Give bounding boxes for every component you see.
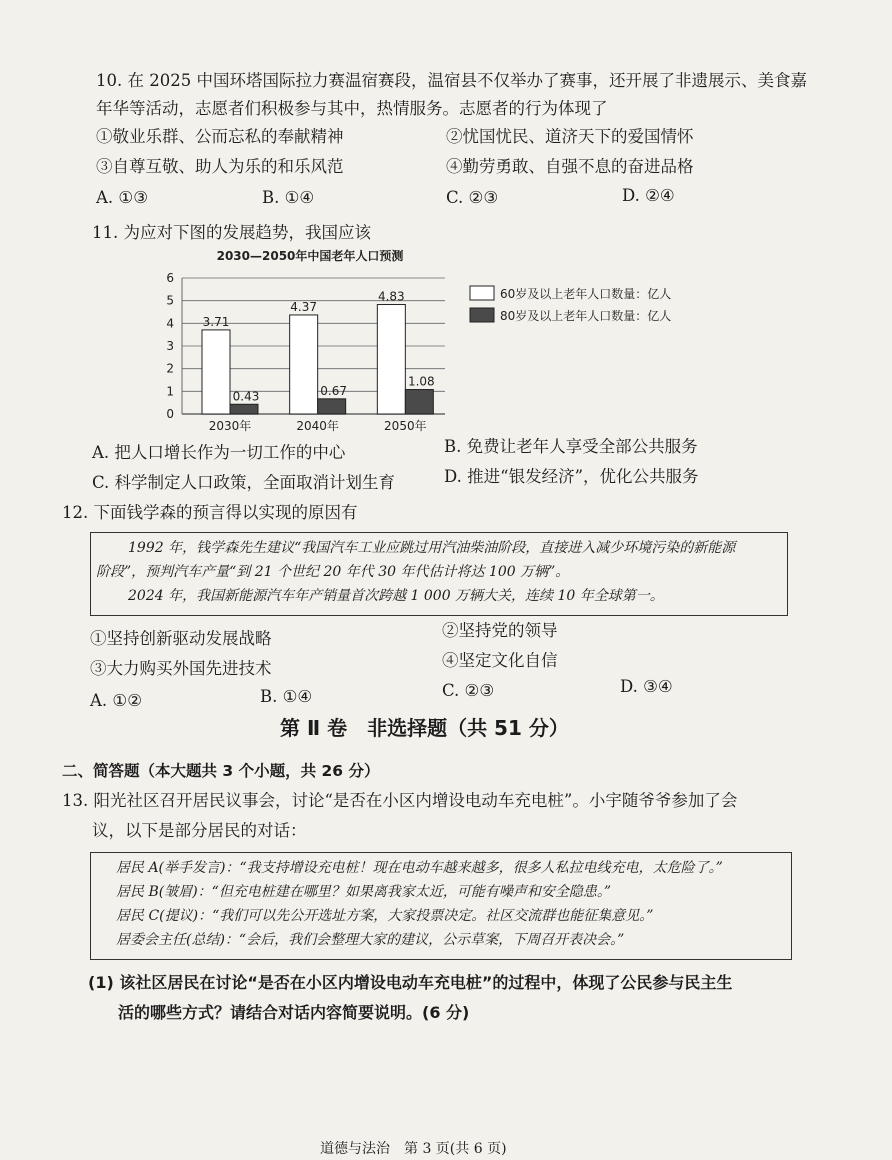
q13-subquestion-1-line1: (1) 该社区居民在讨论“是否在小区内增设电动车充电桩”的过程中，体现了公民参与民主生	[88, 973, 733, 992]
q11-option-c: C. 科学制定人口政策，全面取消计划生育	[92, 473, 396, 492]
q12-statement-4: ④坚定文化自信	[442, 651, 558, 670]
q12-statement-2: ②坚持党的领导	[442, 621, 558, 640]
bar-age60-3	[377, 305, 405, 414]
part2-title: 第 Ⅱ 卷 非选择题（共 51 分）	[280, 716, 569, 740]
x-tick-label: 2040年	[296, 419, 339, 433]
bar-age80-3	[405, 390, 433, 414]
q10-statement-2: ②忧国忧民、道济天下的爱国情怀	[446, 127, 694, 146]
y-tick-label: 1	[166, 384, 174, 399]
q12-material-line3: 2024 年，我国新能源汽车年产销量首次跨越 1 000 万辆大关，连续 10 年全球第一。	[128, 588, 664, 604]
bar-age60-2	[290, 315, 318, 414]
q12-material-line1: 1992 年，钱学森先生建议“我国汽车工业应跳过用汽油柴油阶段，直接进入减少环境污染的新能源	[128, 540, 736, 556]
q10-statement-1: ①敬业乐群、公而忘私的奉献精神	[96, 127, 344, 146]
legend-swatch	[470, 286, 494, 300]
bar-age60-1	[202, 330, 230, 414]
q10-statement-4: ④勤劳勇敢、自强不息的奋进品格	[446, 157, 694, 176]
q12-option-b: B. ①④	[260, 687, 313, 706]
section2-title: 二、简答题（本大题共 3 个小题，共 26 分）	[62, 762, 380, 780]
y-tick-label: 3	[166, 339, 174, 353]
value-label: 0.43	[232, 389, 260, 404]
value-label: 3.71	[202, 314, 230, 329]
q10-statement-3: ③自尊互敬、助人为乐的和乐风范	[96, 157, 344, 176]
value-label: 0.67	[320, 383, 348, 398]
x-tick-label: 2050年	[384, 419, 427, 433]
value-label: 4.83	[377, 289, 405, 304]
legend-label: 80岁及以上老年人口数量：亿人	[500, 309, 672, 323]
y-tick-label: 4	[166, 316, 174, 331]
chart-y-ticks	[166, 271, 174, 421]
page-footer: 道德与法治 第 3 页(共 6 页)	[320, 1141, 507, 1157]
q13-dialogue-c: 居民 C(提议)：“我们可以先公开选址方案，大家投票决定。社区交流群也能征集意见。”	[116, 908, 654, 924]
q12-option-d: D. ③④	[620, 677, 673, 696]
y-tick-label: 0	[166, 407, 174, 421]
q10-option-b: B. ①④	[262, 188, 315, 207]
y-tick-label: 2	[166, 361, 174, 376]
bar-age80-2	[318, 399, 346, 414]
q10-option-c: C. ②③	[446, 188, 499, 207]
q11-option-d: D. 推进“银发经济”，优化公共服务	[444, 467, 699, 486]
chart-title: 2030—2050年中国老年人口预测	[216, 249, 404, 263]
q10-stem-line1: 10. 在 2025 中国环塔国际拉力赛温宿赛段，温宿县不仅举办了赛事，还开展了非遗展示、美食嘉	[96, 71, 807, 90]
q10-option-d: D. ②④	[622, 186, 675, 205]
chart-legend	[470, 286, 671, 323]
chart-x-ticks	[209, 418, 427, 433]
x-tick-label: 2030年	[208, 419, 252, 433]
q13-stem-line1: 13. 阳光社区召开居民议事会，讨论“是否在小区内增设电动车充电桩”。小宇随爷爷参加了会	[62, 791, 738, 810]
q12-statement-3: ③大力购买外国先进技术	[90, 659, 272, 678]
legend-swatch	[470, 308, 494, 322]
population-chart	[150, 244, 710, 440]
q10-option-a: A. ①③	[96, 188, 148, 207]
q13-dialogue-d: 居委会主任(总结)：“会后，我们会整理大家的建议，公示草案，下周召开表决会。”	[116, 932, 625, 948]
q11-option-b: B. 免费让老年人享受全部公共服务	[444, 437, 698, 456]
q12-option-c: C. ②③	[442, 681, 495, 700]
legend-label: 60岁及以上老年人口数量：亿人	[500, 287, 672, 301]
value-label: 1.08	[407, 374, 435, 389]
q12-option-a: A. ①②	[90, 691, 142, 710]
q12-statement-1: ①坚持创新驱动发展战略	[90, 629, 272, 648]
q12-material-line2: 阶段”，预判汽车产量“到 21 个世纪 20 年代 30 年代估计将达 100 万辆”。	[96, 564, 570, 580]
q13-dialogue-a: 居民 A(举手发言)：“我支持增设充电桩！现在电动车越来越多，很多人私拉电线充电，太危险了。”	[116, 860, 723, 876]
q13-dialogue-b: 居民 B(皱眉)：“但充电桩建在哪里？如果离我家太近，可能有噪声和安全隐患。”	[116, 884, 611, 900]
value-label: 4.37	[290, 299, 318, 314]
q11-option-a: A. 把人口增长作为一切工作的中心	[92, 443, 346, 462]
y-tick-label: 5	[166, 293, 174, 308]
q12-stem: 12. 下面钱学森的预言得以实现的原因有	[62, 503, 358, 522]
q13-subquestion-1-line2: 活的哪些方式？请结合对话内容简要说明。(6 分)	[118, 1003, 470, 1022]
q13-stem-line2: 议，以下是部分居民的对话：	[92, 821, 307, 840]
q10-stem-line2: 年华等活动，志愿者们积极参与其中，热情服务。志愿者的行为体现了	[96, 99, 608, 118]
y-tick-label: 6	[166, 271, 174, 285]
q11-stem: 11. 为应对下图的发展趋势，我国应该	[92, 223, 371, 242]
bar-age80-1	[230, 404, 258, 414]
